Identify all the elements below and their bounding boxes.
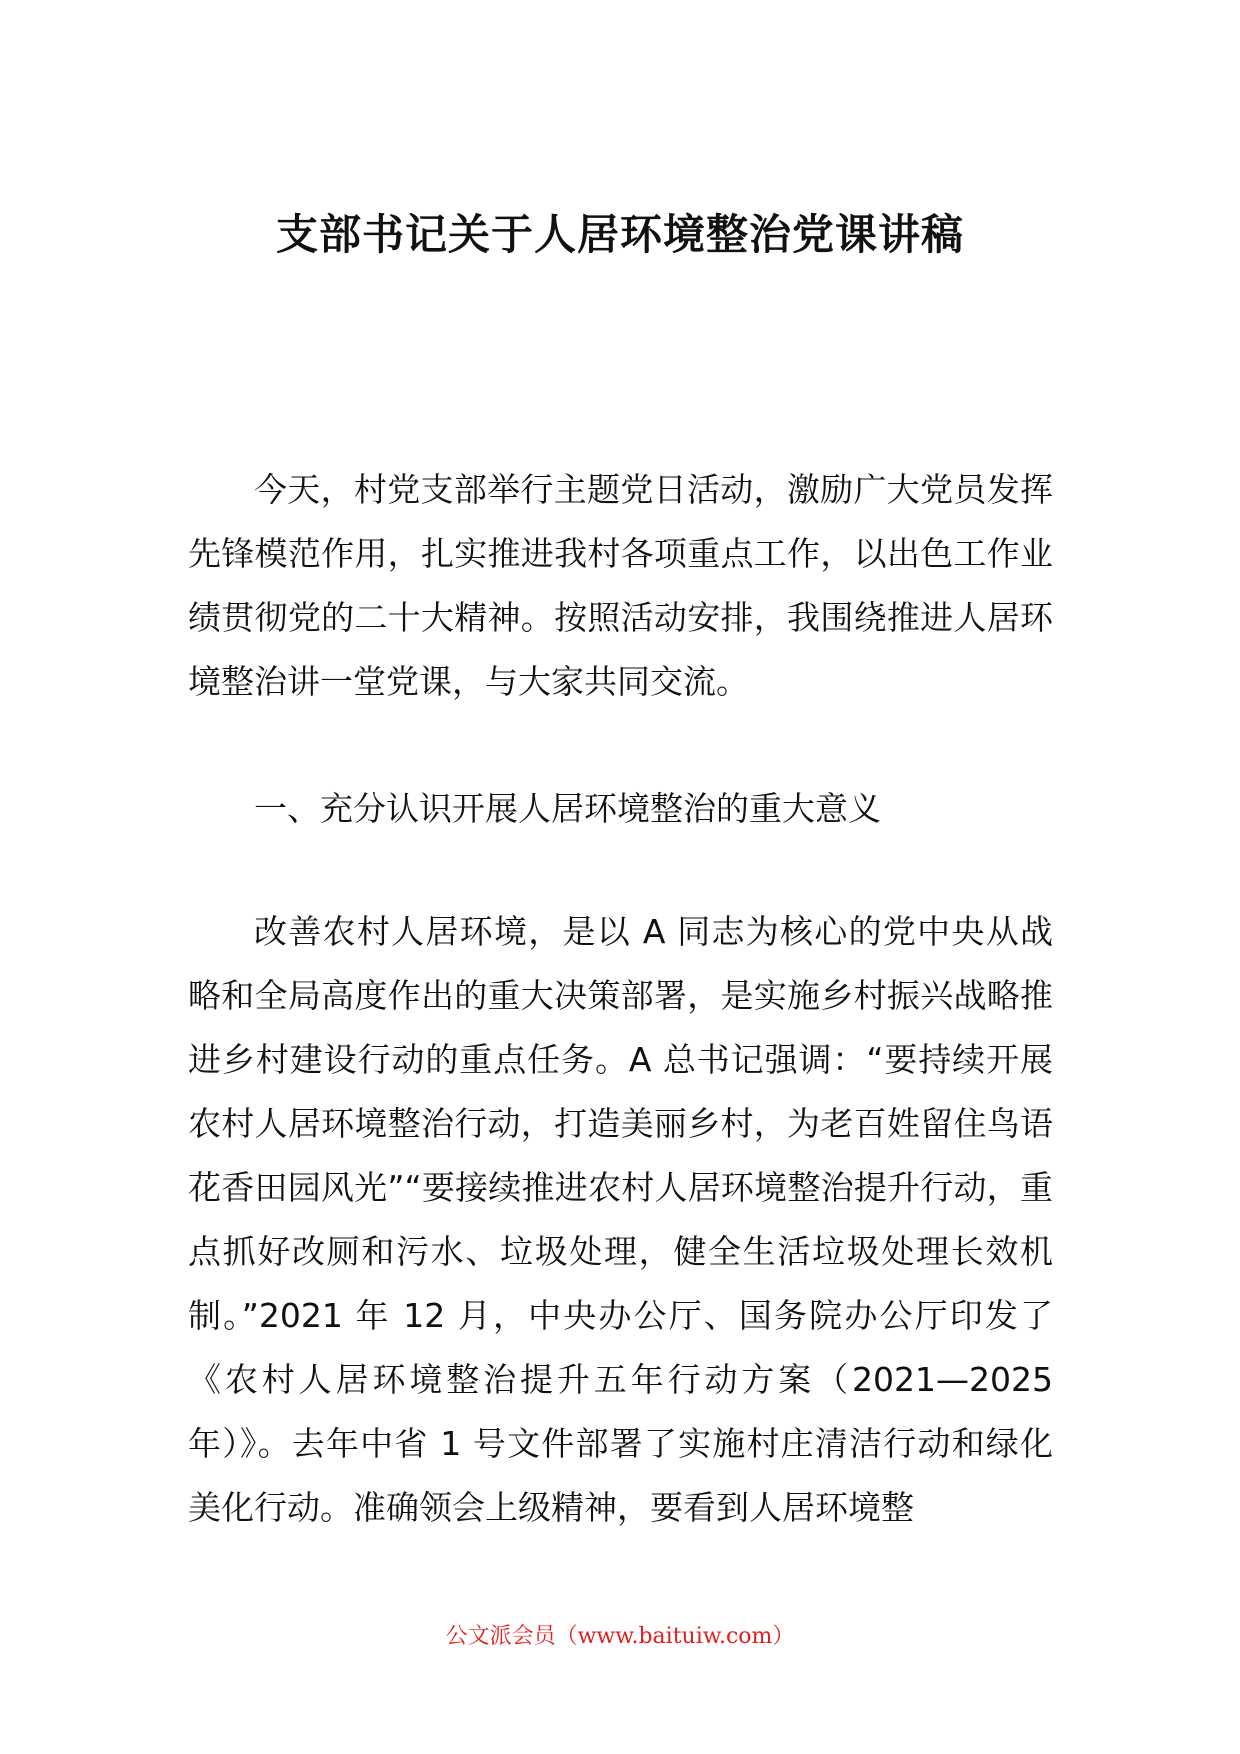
intro-paragraph: 今天，村党支部举行主题党日活动，激励广大党员发挥先锋模范作用，扎实推进我村各项重点工作，以出色工作业绩贯彻党的二十大精神。按照活动安排，我围绕推进人居环境整治讲一堂党课，与大家共同交流。 bbox=[188, 470, 1053, 701]
footer-watermark: 公文派会员（www.baituiw.com） bbox=[445, 1624, 795, 1649]
document-title: 支部书记关于人居环境整治党课讲稿 bbox=[275, 210, 964, 259]
section-heading-1: 一、充分认识开展人居环境整治的重大意义 bbox=[254, 789, 881, 828]
body-paragraph-2: 改善农村人居环境，是以 A 同志为核心的党中央从战略和全局高度作出的重大决策部署，是实施乡村振兴战略推进乡村建设行动的重点任务。A 总书记强调：“要持续开展农村人居环境整治行动，打造美丽乡村，为老百姓留住鸟语花香田园风光”“要接续推进农村人居环境整治提升行动，重点抓好改厕和污水、垃圾处理，健全生活垃圾处理长效机制。”2021 年 12 月，中央办公厅、国务院办公厅印发了《农村人居环境整治提升五年行动方案（2021—2025 年）》。去年中省 1 号文件部署了实施村庄清洁行动和绿化美化行动。准确领会上级精神，要看到人居环境整 bbox=[188, 912, 1053, 1527]
